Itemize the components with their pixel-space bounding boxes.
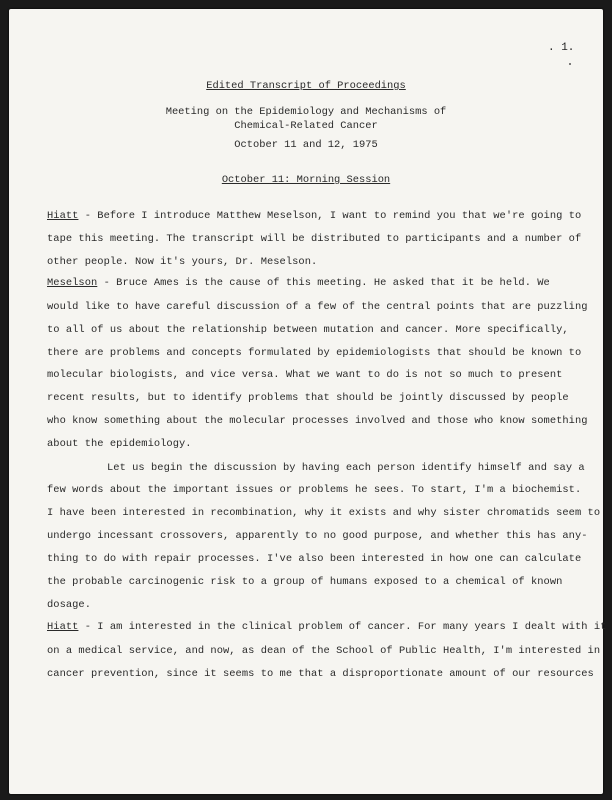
- paragraph-line: molecular biologists, and vice versa. What we want to do is not so much to present: [47, 369, 563, 381]
- paragraph-line: cancer prevention, since it seems to me that a disproportionate amount of our resources: [47, 668, 594, 680]
- paragraph-line: about the epidemiology.: [47, 438, 192, 450]
- paragraph-line: tape this meeting. The transcript will be distributed to participants and a number of: [47, 233, 582, 245]
- paragraph-line: to all of us about the relationship between mutation and cancer. More specifically,: [47, 324, 569, 336]
- page-number: . 1.: [548, 42, 575, 54]
- meeting-dates: October 11 and 12, 1975: [234, 139, 378, 151]
- paragraph-line: the probable carcinogenic risk to a group of humans exposed to a chemical of known: [47, 576, 563, 588]
- paragraph-line: would like to have careful discussion of a few of the central points that are puzzling: [47, 301, 588, 313]
- session-heading: October 11: Morning Session: [221, 174, 391, 186]
- paragraph-line: on a medical service, and now, as dean of the School of Public Health, I'm interested in: [47, 645, 601, 657]
- speaker-name: Hiatt: [47, 621, 79, 633]
- speaker-name: Meselson: [47, 277, 98, 289]
- paragraph-line: there are problems and concepts formulated by epidemiologists that should be known to: [47, 347, 582, 359]
- paragraph-line: Let us begin the discussion by having each person identify himself and say a: [107, 462, 585, 474]
- paragraph-line: Meselson - Bruce Ames is the cause of this meeting. He asked that it be held. We: [47, 277, 550, 289]
- paragraph-line: few words about the important issues or problems he sees. To start, I'm a biochemist.: [47, 484, 582, 496]
- document-title: Edited Transcript of Proceedings: [206, 80, 406, 92]
- meeting-title-line2: Chemical-Related Cancer: [234, 120, 378, 132]
- paragraph-line: thing to do with repair processes. I've also been interested in how one can calculate: [47, 553, 582, 565]
- document-page: [9, 9, 607, 794]
- meeting-title-line1: Meeting on the Epidemiology and Mechanisms of: [165, 106, 447, 118]
- paragraph-line: other people. Now it's yours, Dr. Meselson.: [47, 256, 318, 268]
- paragraph-line: Hiatt - I am interested in the clinical problem of cancer. For many years I dealt with it: [47, 621, 607, 633]
- paragraph-line: Hiatt - Before I introduce Matthew Meselson, I want to remind you that we're going to: [47, 210, 582, 222]
- paragraph-line: undergo incessant crossovers, apparently to no good purpose, and whether this has any-: [47, 530, 588, 542]
- paragraph-line: I have been interested in recombination, why it exists and why sister chromatids seem to: [47, 507, 601, 519]
- paragraph-line: dosage.: [47, 599, 91, 611]
- speck: [569, 63, 571, 65]
- paragraph-line: recent results, but to identify problems that should be jointly discussed by people: [47, 392, 569, 404]
- paragraph-line: who know something about the molecular processes involved and those who know something: [47, 415, 588, 427]
- speaker-name: Hiatt: [47, 210, 79, 222]
